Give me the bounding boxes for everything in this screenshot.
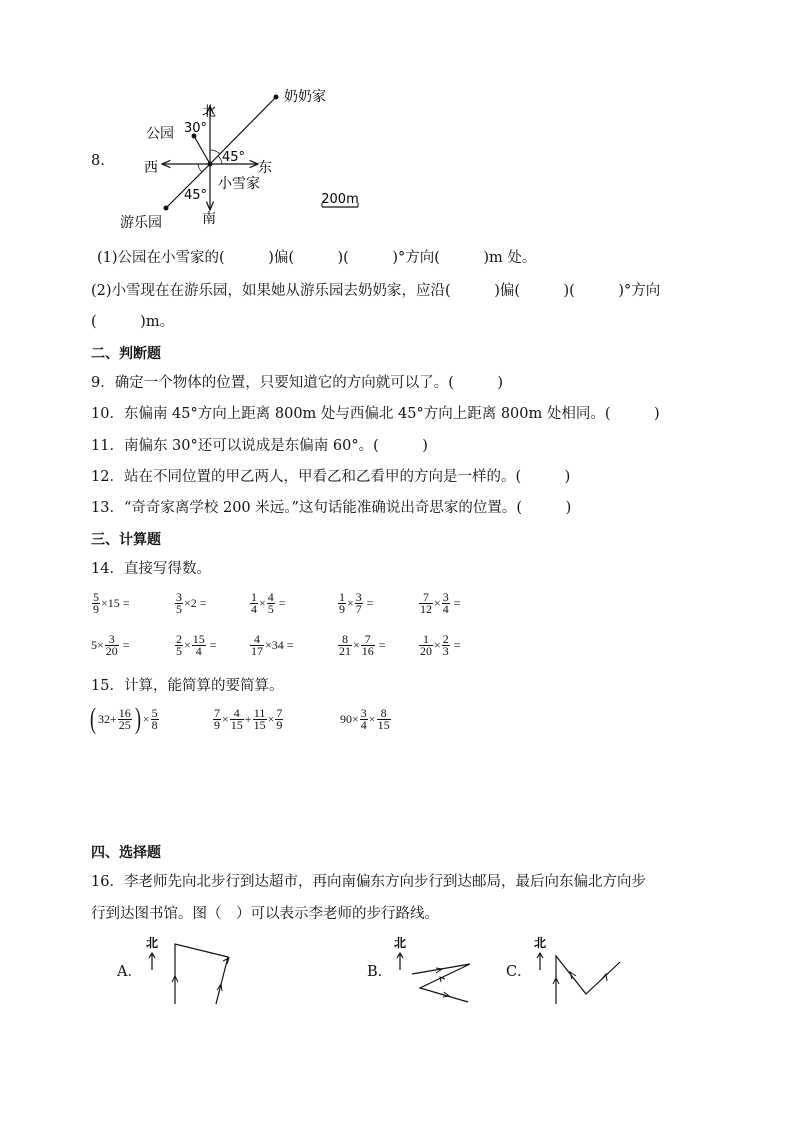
line-to-park [194,136,210,164]
operand: $\frac{1}{9}$ [339,590,345,616]
term: 32 [98,711,110,726]
q14-expression [418,634,461,657]
equals-sign: = [278,596,286,610]
q14-expression [91,592,130,615]
north-label: 北 [394,936,407,950]
fraction: $\frac{8}{15}$ [377,705,390,732]
direction-diagram [110,84,370,234]
park-label: 公园 [146,126,174,142]
operator: × [184,596,191,610]
operator: + [110,711,117,726]
q14-expression [249,592,286,615]
section-calc: 三、计算题 [91,532,161,548]
section-judge: 二、判断题 [91,346,161,362]
q15-expr-3 [340,703,392,735]
operand: $\frac{5}{9}$ [93,590,99,616]
q8-part2-line2: ( )m。 [91,314,175,330]
operator: × [368,711,376,726]
amusement-park-point [164,206,169,211]
equals-sign: = [199,596,207,610]
equals-sign: = [378,638,386,652]
q14-expression [337,634,386,657]
option-c-label[interactable]: C． [506,964,532,980]
q15-expr-1 [88,703,160,735]
north-label: 北 [202,104,216,120]
angle-45-ne-label: 45° [222,150,246,165]
operator: × [267,711,275,726]
operator: × [434,638,441,652]
operand: 2 [190,596,197,610]
equals-sign: = [122,638,130,652]
operator: × [97,638,104,652]
operator: × [259,596,266,610]
judge-item-10: 10．东偏南 45°方向上距离 800m 处与西偏北 45°方向上距离 800m 处相同。( ) [91,406,660,422]
operand: 5 [91,638,97,652]
q8-part2-line1: (2)小雪现在在游乐园，如果她从游乐园去奶奶家，应沿( )偏( )( )°方向 [91,283,661,299]
amusement-park-label: 游乐园 [120,215,162,231]
judge-item-11: 11．南偏东 30°还可以说成是东偏南 60°。( ) [91,438,428,454]
left-paren: ( [90,702,96,735]
operand: $\frac{2}{3}$ [442,632,449,658]
operand: $\frac{3}{7}$ [355,590,362,616]
operand: $\frac{7}{12}$ [420,590,432,616]
operator: × [101,596,108,610]
scale-label: 200m [321,192,359,207]
q8-part1: (1)公园在小雪家的( )偏( )( )°方向( )m 处。 [97,250,537,266]
north-label: 北 [146,936,159,950]
q14-expression [249,634,294,657]
judge-item-13: 13．“奇奇家离学校 200 米远。”这句话能准确说出奇思家的位置。( ) [91,500,572,516]
q14-expression [337,592,374,615]
q16-line-1: 16．李老师先向北步行到达超市，再向南偏东方向步行到达邮局，最后向东偏北方向步 [91,874,646,890]
q16-line-2: 行到达图书馆。图（ ）可以表示李老师的步行路线。 [91,906,439,922]
operand: $\frac{8}{21}$ [339,632,351,658]
operator: × [142,711,150,726]
xiaoxue-home-label: 小雪家 [218,176,260,192]
q14-expression [91,634,130,657]
judge-item-12: 12．站在不同位置的甲乙两人，甲看乙和乙看甲的方向是一样的。( ) [91,469,571,485]
operand: $\frac{3}{4}$ [442,590,449,616]
equals-sign: = [366,596,374,610]
equals-sign: = [209,638,217,652]
fraction: $\frac{4}{15}$ [230,705,243,732]
operator: × [434,596,441,610]
operand: 34 [271,638,284,652]
operand: $\frac{3}{5}$ [176,590,182,616]
operator: × [265,638,272,652]
q14-expression [174,634,217,657]
operand: $\frac{15}{4}$ [192,632,205,658]
operator: × [347,596,354,610]
xiaoxue-home-point [208,162,213,167]
operator: × [222,711,229,726]
operator: × [184,638,191,652]
operand: $\frac{3}{20}$ [105,632,118,658]
grandma-home-label: 奶奶家 [284,89,326,105]
fraction: $\frac{5}{8}$ [151,705,158,732]
fraction: $\frac{7}{9}$ [276,705,283,732]
q14-expression [174,592,207,615]
q14-title: 14．直接写得数。 [91,561,211,577]
option-b-route[interactable] [390,932,480,1007]
operand: 15 [107,596,120,610]
operand: $\frac{4}{5}$ [267,590,274,616]
equals-sign: = [453,638,461,652]
operator: × [353,638,360,652]
operand: $\frac{1}{20}$ [420,632,432,658]
north-label: 北 [534,936,547,950]
q15-title: 15．计算，能简算的要简算。 [91,678,284,694]
grandma-home-point [274,95,279,100]
q14-row-2 [91,634,511,662]
fraction: $\frac{7}{9}$ [214,705,220,732]
operand: $\frac{4}{17}$ [251,632,263,658]
q8-number: 8. [91,153,105,169]
option-a-label[interactable]: A． [117,964,142,980]
fraction: $\frac{11}{15}$ [253,705,266,732]
q14-row-1 [91,592,511,620]
equals-sign: = [453,596,461,610]
option-b-label[interactable]: B． [367,964,393,980]
q15-expr-2 [212,703,284,735]
fraction: $\frac{3}{4}$ [360,705,367,732]
option-a-route[interactable] [140,932,240,1007]
operand: $\frac{7}{16}$ [361,632,374,658]
right-paren: ) [134,702,141,735]
operator: × [352,711,359,726]
fraction: $\frac{16}{25}$ [118,705,131,732]
operator: + [244,711,252,726]
option-c-route[interactable] [528,932,628,1007]
q14-expression [418,592,461,615]
east-label: 东 [258,160,272,176]
west-label: 西 [144,160,158,176]
angle-45-sw-label: 45° [184,188,208,203]
south-label: 南 [202,211,216,227]
angle-30-label: 30° [184,121,208,136]
judge-item-9: 9．确定一个物体的位置，只要知道它的方向就可以了。( ) [91,375,504,391]
term: 90 [340,711,352,726]
section-choice: 四、选择题 [91,845,161,861]
operand: $\frac{1}{4}$ [251,590,257,616]
equals-sign: = [122,596,130,610]
operand: $\frac{2}{5}$ [176,632,182,658]
equals-sign: = [286,638,294,652]
